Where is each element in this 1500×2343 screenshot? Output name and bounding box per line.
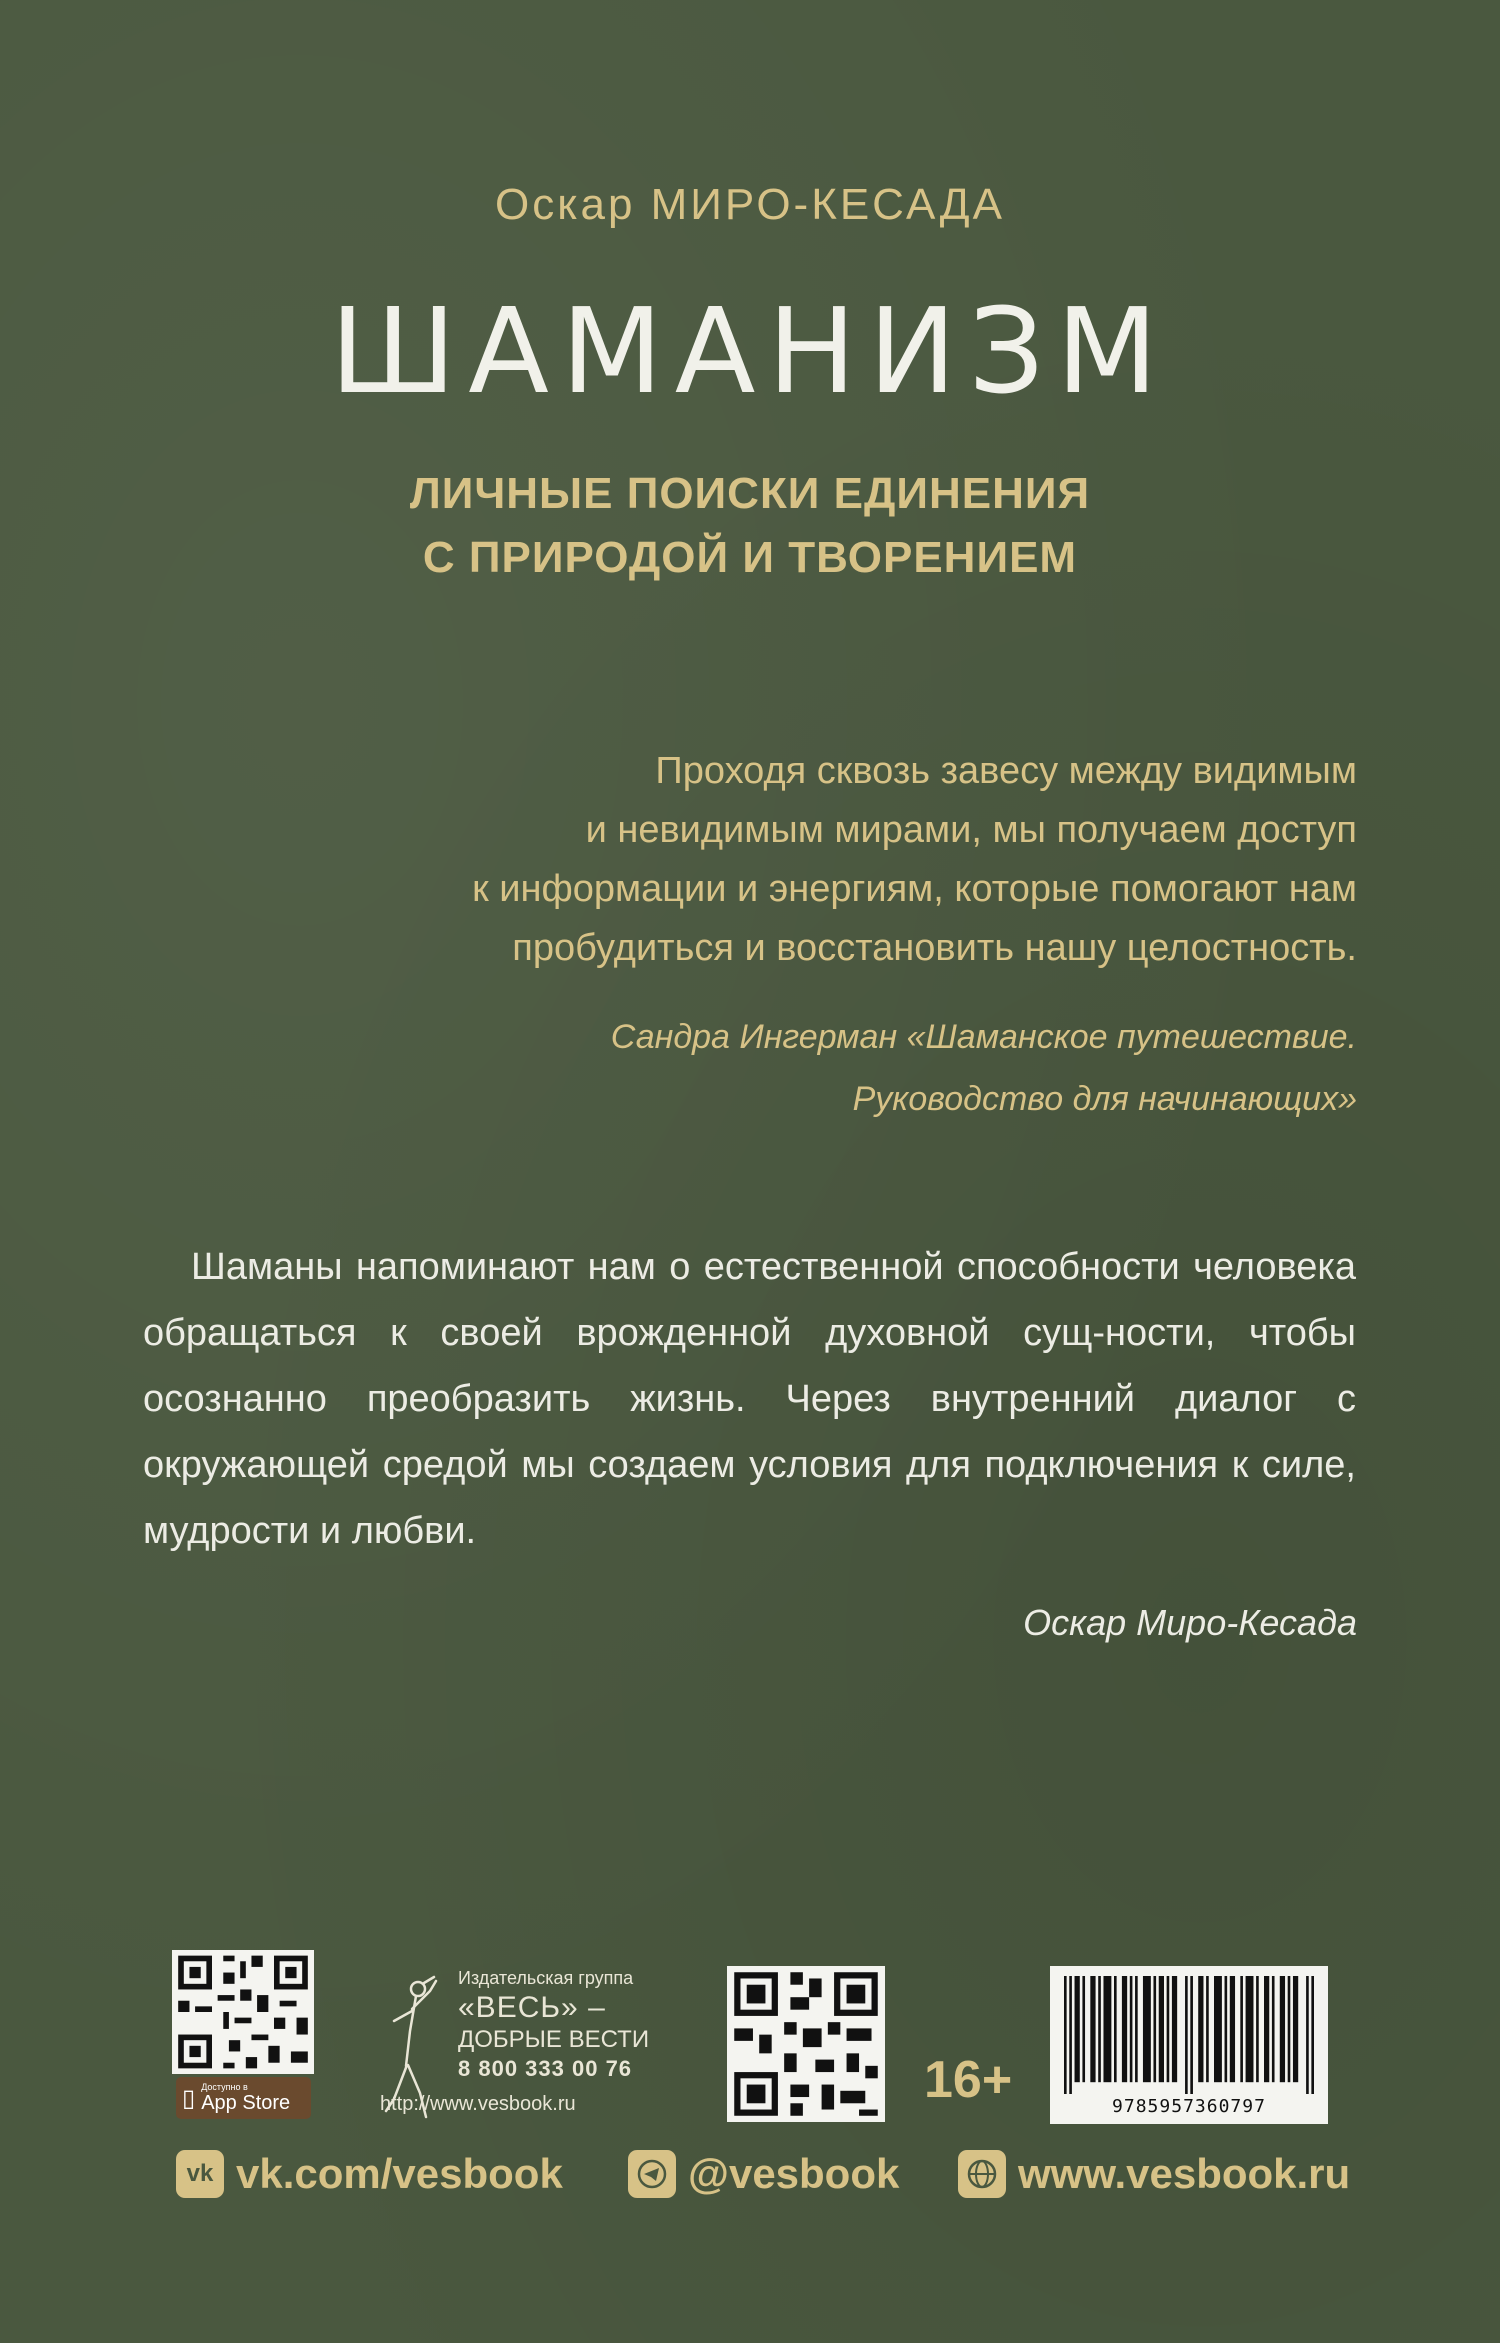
- quote-line: и невидимым мирами, мы получаем доступ: [585, 809, 1357, 851]
- publisher-text: Издательская группа «ВЕСЬ» – ДОБРЫЕ ВЕСТИ 8 800 333 00 76: [458, 1968, 650, 2081]
- barcode-icon: [1064, 1976, 1314, 2094]
- telegram-icon: [628, 2150, 676, 2198]
- paper-plane-icon: [637, 2159, 667, 2189]
- appstore-qr-code[interactable]: [172, 1950, 314, 2074]
- annotation-text: Шаманы напоминают нам о естественной способности человека обращаться к своей врожденной духовной сущ-ности, чтобы осознанно преобразить жизнь. Через внутренний диалог с окружающей средой мы создаем условия для подключения к силе, мудрости и любви.: [143, 1246, 1356, 1552]
- telegram-link-text: @vesbook: [688, 2150, 900, 2197]
- quote-line: Проходя сквозь завесу между видимым: [655, 750, 1357, 792]
- appstore-badge[interactable]: [176, 2077, 311, 2119]
- globe-icon: [958, 2150, 1006, 2198]
- book-subtitle: [0, 462, 1500, 590]
- telegram-link[interactable]: [628, 2146, 899, 2202]
- book-title: ШАМАНИЗМ: [330, 282, 1170, 420]
- vk-link-text: vk.com/vesbook: [236, 2150, 563, 2197]
- appstore-badge-text: Доступно в App Store: [201, 2082, 291, 2114]
- website-qr-code[interactable]: [727, 1966, 885, 2122]
- subtitle-line: ЛИЧНЫЕ ПОИСКИ ЕДИНЕНИЯ: [409, 469, 1091, 518]
- publisher-url[interactable]: http://www.vesbook.ru: [380, 2093, 576, 2115]
- quote-source-line: Сандра Ингерман «Шаманское путешествие.: [610, 1018, 1357, 1056]
- isbn-number: 9785957360797: [1112, 2096, 1266, 2117]
- apple-icon: ▯: [182, 2084, 196, 2112]
- vk-link[interactable]: [176, 2146, 563, 2202]
- website-link-text: www.vesbook.ru: [1018, 2150, 1351, 2197]
- quote-source: [257, 1006, 1357, 1130]
- epigraph-quote: [257, 742, 1357, 978]
- qr-code-icon: [172, 1950, 314, 2074]
- annotation-signature: Оскар Миро-Кесада: [1023, 1602, 1357, 1643]
- qr-code-icon: [727, 1966, 885, 2122]
- isbn-barcode: [1050, 1966, 1328, 2124]
- author-name: Оскар МИРО-КЕСАДА: [495, 180, 1005, 229]
- quote-line: пробудиться и восстановить нашу целостность.: [512, 927, 1357, 969]
- website-link[interactable]: [958, 2146, 1350, 2202]
- subtitle-line: С ПРИРОДОЙ И ТВОРЕНИЕМ: [422, 533, 1078, 582]
- vk-icon: vk: [176, 2150, 224, 2198]
- www-globe-icon: [966, 2158, 998, 2190]
- age-rating: 16+: [924, 2051, 1013, 2109]
- quote-source-line: Руководство для начинающих»: [852, 1080, 1357, 1118]
- quote-line: к информации и энергиям, которые помогают нам: [472, 868, 1357, 910]
